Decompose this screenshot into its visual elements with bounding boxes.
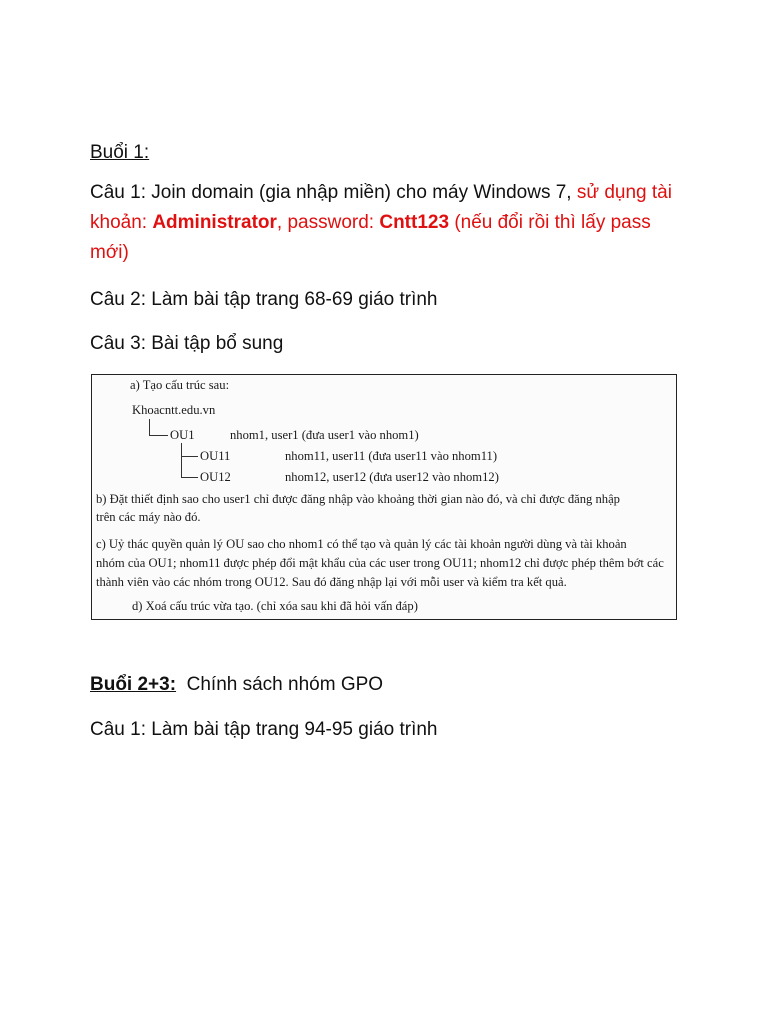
session2-heading-text: Buổi 2+3: — [90, 674, 177, 695]
tree-connector-ou1 — [149, 435, 168, 436]
q1-red-text2: , password: — [276, 212, 375, 233]
tree-ou11-desc: nhom11, user11 (đưa user11 vào nhom11) — [285, 449, 498, 463]
session2-topic: Chính sách nhóm GPO — [186, 674, 384, 695]
session1-question1 — [90, 178, 690, 268]
exercise-b-line1: b) Đặt thiết định sao cho user1 chỉ được đăng nhập vào khoảng thời gian nào đó, và chỉ được đăng nhập — [96, 492, 620, 506]
q1-red-text1: sử dụng tài khoản: — [90, 182, 672, 233]
tree-connector-root — [149, 419, 150, 435]
tree-ou12-desc: nhom12, user12 (đưa user12 vào nhom12) — [285, 470, 499, 484]
tree-connector-ou11 — [181, 456, 198, 457]
exercise-a-title: a) Tạo cấu trúc sau: — [130, 378, 230, 392]
exercise-c-line2: nhóm của OU1; nhom11 được phép đổi mật khẩu của các user trong OU11; nhom12 chỉ được phép thêm bớt các — [96, 556, 664, 570]
tree-ou1-desc: nhom1, user1 (đưa user1 vào nhom1) — [230, 428, 419, 442]
exercise-d-line: d) Xoá cấu trúc vừa tạo. (chỉ xóa sau khi đã hỏi vấn đáp) — [132, 599, 418, 613]
tree-connector-ou12 — [181, 477, 198, 478]
session1-question2: Câu 2: Làm bài tập trang 68-69 giáo trình — [90, 289, 438, 310]
exercise-c-line3: thành viên vào các nhóm trong OU12. Sau đó đăng nhập lại với mỗi user và kiểm tra kết quả. — [96, 575, 567, 589]
tree-domain: Khoacntt.edu.vn — [132, 403, 216, 417]
session1-heading-text: Buổi 1: — [90, 142, 150, 163]
tree-ou12: OU12 — [200, 470, 231, 484]
q1-prefix: Câu 1: Join domain (gia nhập miền) cho máy Windows 7, — [90, 182, 572, 203]
q1-red-text3: (nếu đổi rồi thì lấy pass mới) — [90, 212, 651, 263]
exercise-b-line2: trên các máy nào đó. — [96, 510, 201, 524]
tree-connector-children — [181, 443, 182, 477]
tree-ou11: OU11 — [200, 449, 231, 463]
exercise-c-line1: c) Uỷ thác quyền quản lý OU sao cho nhom1 có thể tạo và quản lý các tài khoản người dùng và tài khoản — [96, 537, 627, 551]
session1-heading — [90, 138, 149, 168]
exercise-scan-image — [91, 374, 677, 620]
session2-heading — [90, 670, 383, 700]
tree-ou1: OU1 — [170, 428, 195, 442]
session1-question3: Câu 3: Bài tập bổ sung — [90, 333, 284, 354]
q1-password: Cntt123 — [379, 212, 450, 233]
session2-question1: Câu 1: Làm bài tập trang 94-95 giáo trình — [90, 719, 438, 740]
q1-account: Administrator — [152, 212, 277, 233]
